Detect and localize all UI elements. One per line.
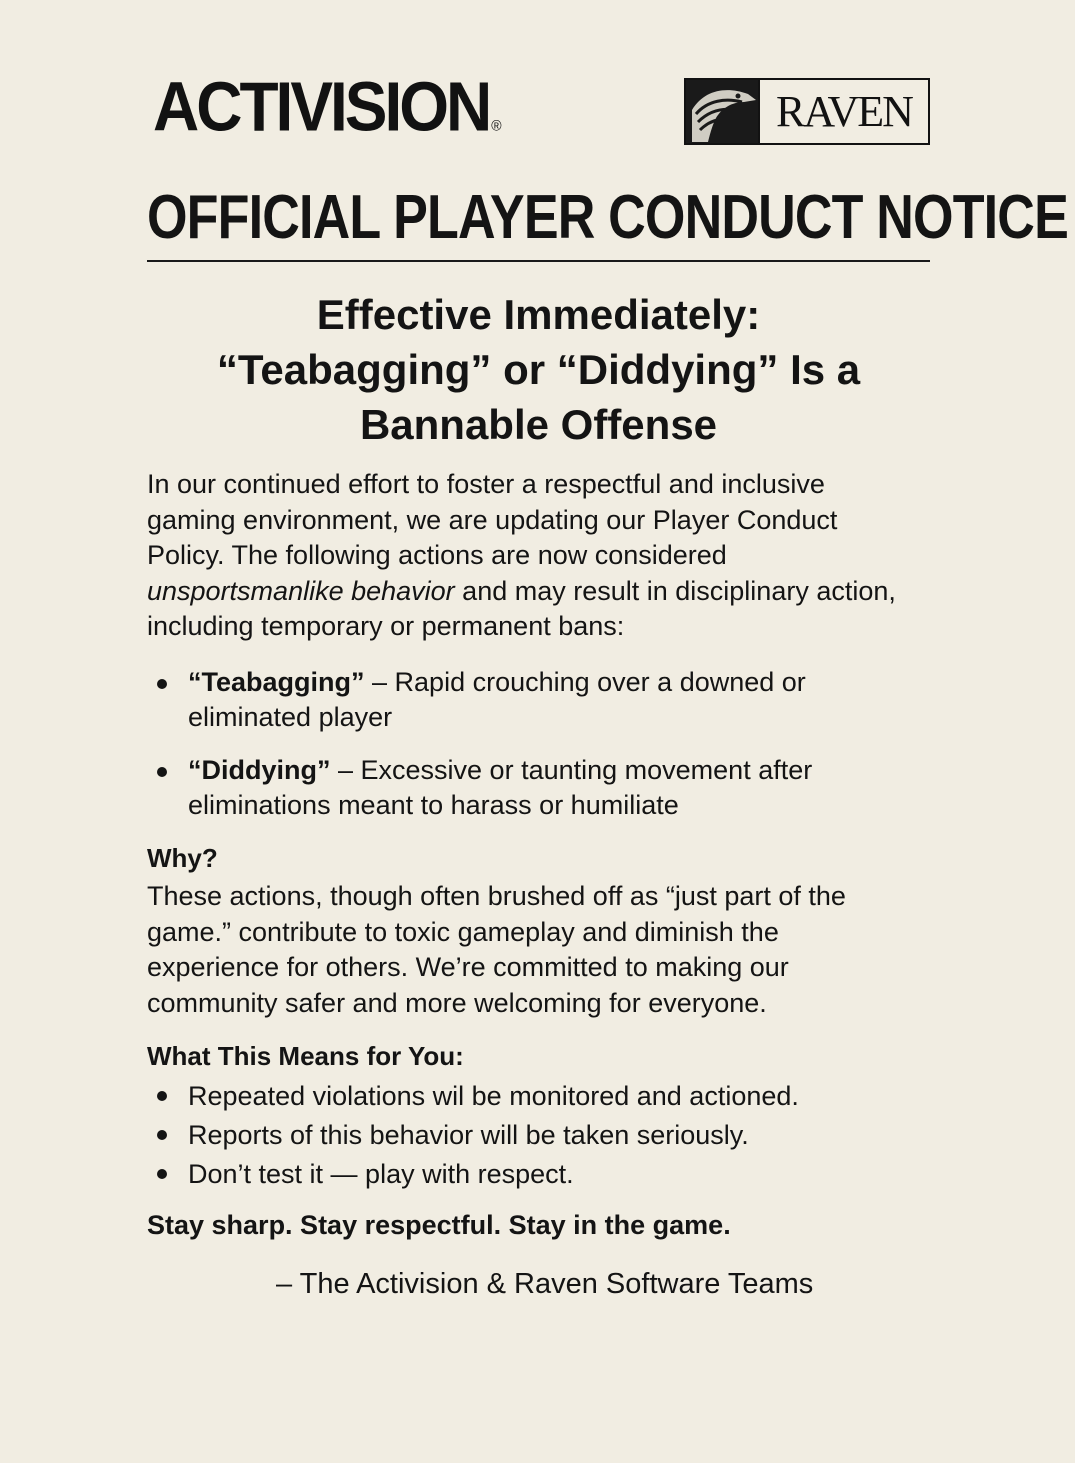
raven-logo-text: RAVEN	[758, 80, 928, 143]
registered-mark: ®	[491, 116, 502, 134]
bullet-icon	[157, 679, 167, 689]
means-item	[147, 1116, 917, 1155]
raven-bird-icon	[686, 80, 758, 143]
headline-line-2: “Teabagging” or “Diddying” Is a	[216, 346, 861, 393]
means-item-text: Reports of this behavior will be taken seriously.	[188, 1120, 749, 1150]
bullet-icon	[157, 1091, 167, 1101]
intro-paragraph	[147, 467, 917, 645]
offense-list	[147, 665, 917, 841]
offense-term: “Teabagging”	[188, 667, 365, 697]
activision-logo-text: ACTIVISION	[153, 67, 490, 146]
intro-text-after: and may result in disciplinary action, including temporary or permanent bans:	[147, 575, 896, 641]
bullet-icon	[157, 1130, 167, 1140]
offense-item	[147, 753, 917, 823]
offense-definition: – Rapid crouching over a downed or eliminated player	[188, 667, 806, 732]
headline	[147, 287, 930, 452]
means-list	[147, 1077, 917, 1194]
closing-line: Stay sharp. Stay respectful. Stay in the game.	[147, 1210, 731, 1240]
bullet-icon	[157, 767, 167, 777]
headline-line-1: Effective Immediately:	[316, 291, 761, 338]
headline-line-3: Bannable Offense	[359, 401, 718, 448]
signoff: – The Activision & Raven Software Teams	[276, 1268, 814, 1300]
why-paragraph: These actions, though often brushed off as “just part of the game.” contribute to toxic gameplay and diminish the experience for others. We’re committed to making our community safer and more welcoming for everyone.	[147, 881, 846, 1018]
title-divider	[147, 260, 930, 262]
means-item	[147, 1077, 917, 1116]
why-heading: Why?	[147, 843, 218, 873]
raven-logo	[684, 78, 930, 145]
bullet-icon	[157, 1169, 167, 1179]
offense-term: “Diddying”	[188, 755, 331, 785]
offense-item	[147, 665, 917, 735]
intro-text-before: In our continued effort to foster a respectful and inclusive gaming environment, we are updating our Player Conduct Policy. The following actions are now considered	[147, 469, 838, 570]
means-item-text: Repeated violations wil be monitored and actioned.	[188, 1081, 799, 1111]
means-item	[147, 1155, 917, 1194]
means-heading: What This Means for You:	[147, 1041, 464, 1071]
offense-definition: – Excessive or taunting movement after eliminations meant to harass or humiliate	[188, 755, 813, 820]
means-item-text: Don’t test it — play with respect.	[188, 1159, 574, 1189]
activision-logo	[153, 67, 502, 146]
intro-emphasis: unsportsmanlike behavior	[147, 575, 455, 606]
notice-title: OFFICIAL PLAYER CONDUCT NOTICE	[147, 183, 1068, 252]
